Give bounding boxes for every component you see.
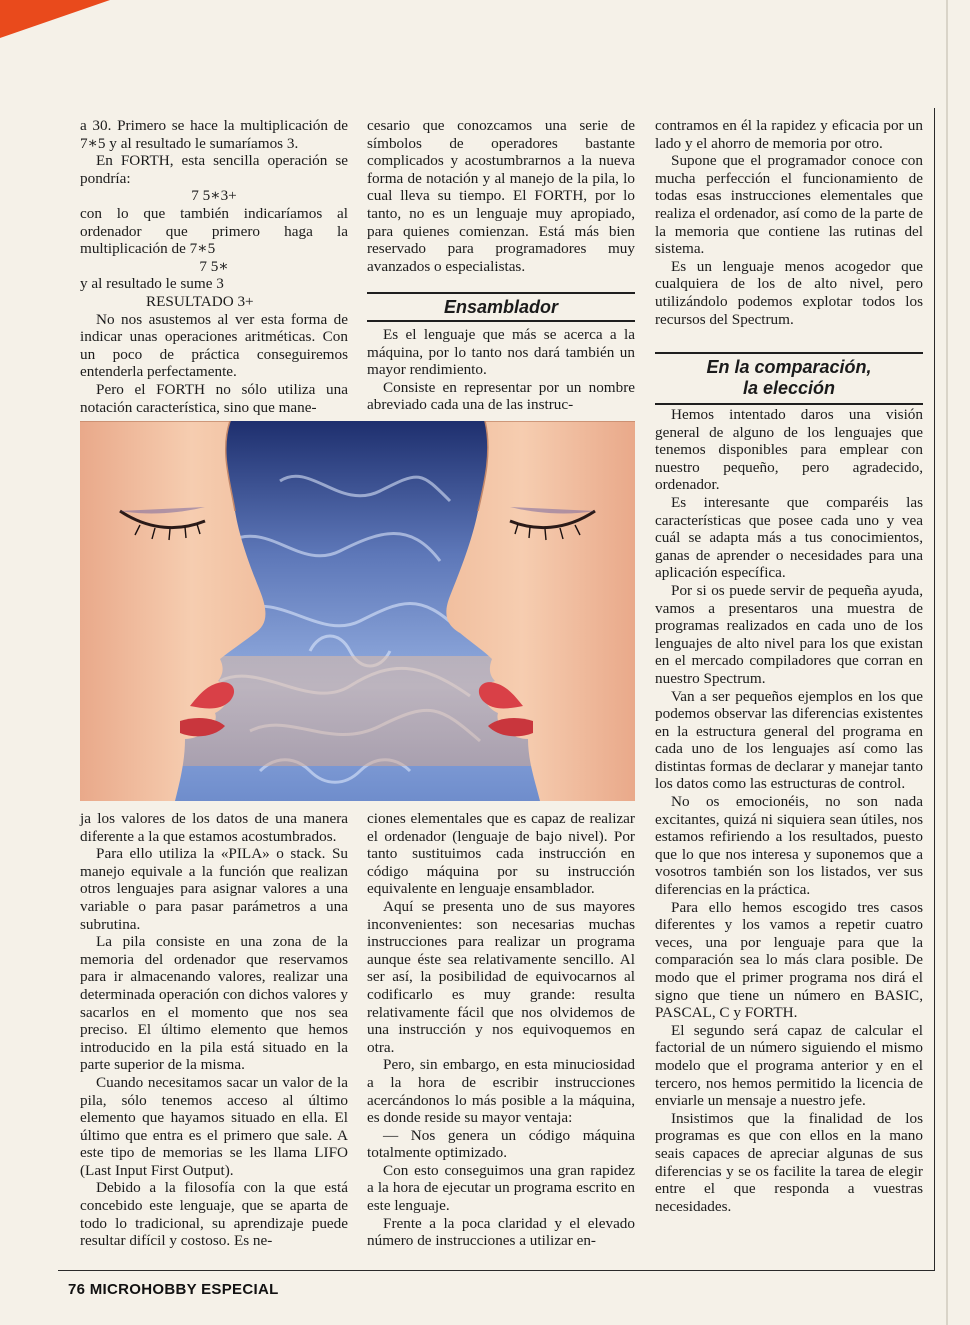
magazine-name: MICROHOBBY ESPECIAL [89,1281,279,1298]
paragraph: Supone que el programador conoce con mucha perfección el funcionamiento de todas esas instrucciones elementales que realiza el ordenador, así como de la parte de la memoria que contiene las rutinas del sistema. [655,152,923,258]
section-rule [367,320,635,322]
section-rule [367,292,635,294]
paragraph: En FORTH, esta sencilla operación se pondría: [80,152,348,187]
paragraph: No nos asustemos al ver esta forma de indicar unas operaciones aritméticas. Con un poco de práctica conseguiremos entenderla perfectamente. [80,310,348,381]
illustration-two-faces [80,421,635,801]
page-number: 76 [68,1281,86,1298]
paragraph: Van a ser pequeños ejemplos en los que podemos observar las diferencias existentes en la estructura general del programa en cada uno de los lenguajes así como las distintas formas de declarar y manejar tanto los datos como las estructuras de control. [655,687,923,793]
section-heading-ensamblador: Ensamblador [443,297,559,317]
formula: 7 5∗ [199,257,229,275]
paragraph: Pero el FORTH no sólo utiliza una notación característica, sino que mane- [80,380,348,416]
paragraph: Cuando necesitamos sacar un valor de la pila, sólo tenemos acceso al último elemento que hayamos situado en ella. El último que entra es el primero que sale. A este tipo de memorias se les llama LIFO (Last Input First Output). [80,1073,348,1179]
paragraph: Para ello utiliza la «PILA» o stack. Su manejo equivale a la función que realizan otros lenguajes para asignar valores a una variable o para pasar parámetros a una subrutina. [80,845,348,933]
heading-line: En la comparación, [706,357,872,377]
paragraph: ja los valores de los datos de una manera diferente a la que estamos acostumbrados. [80,810,348,845]
paragraph: Es el lenguaje que más se acerca a la máquina, por lo tanto nos dará también un mayor rendimiento. [367,326,635,379]
column-2-mid [367,326,635,414]
paragraph: Consiste en representar por un nombre abreviado cada una de las instruc- [367,378,635,414]
paragraph: Es un lenguaje menos acogedor que cualquiera de los de alto nivel, pero utilizándolo podemos explotar todos los recursos del Spectrum. [655,257,923,328]
section-rule [655,352,923,354]
formula: RESULTADO 3+ [146,292,254,310]
heading-line: la elección [742,378,836,398]
paragraph: con lo que también indicaríamos al ordenador que primero haga la multiplicación de 7∗5 [80,204,348,258]
paragraph: El segundo será capaz de calcular el factorial de un número siguiendo el mismo modelo que el programa anterior y en el tercero, nos hemos permitido la licencia de enviarle un mensaje a nuestro jefe. [655,1021,923,1110]
paragraph: ciones elementales que es capaz de realizar el ordenador (lenguaje de bajo nivel). Por tanto sustituimos cada instrucción en código máquina por su instrucción equivalente en lenguaje ensamblador. [367,810,635,898]
section-rule [655,403,923,405]
paragraph: Aquí se presenta uno de sus mayores inconvenientes: son necesarias muchas instrucciones para realizar un programa aunque éste sea relativamente sencillo. Al ser así, la posibilidad de equivocarnos al codificarlo es muy grande: resulta relativamente fácil que nos olvidemos de una instrucción y nos equivoquemos en otra. [367,897,635,1056]
paragraph: Es interesante que comparéis las características que posee cada uno y vea cuál se adapta más a tus conocimientos, ganas de aprender o necesidades para una aplicación específica. [655,493,923,582]
paragraph: a 30. Primero se hace la multiplicación de 7∗5 y al resultado le sumaríamos 3. [80,117,348,152]
column-3-top [655,117,923,328]
column-2-bottom [367,810,635,1250]
paragraph: contramos en él la rapidez y eficacia por un lado y el ahorro de memoria por otro. [655,117,923,152]
paragraph: Con esto conseguimos una gran rapidez a la hora de ejecutar un programa escrito en este lenguaje. [367,1161,635,1215]
page-edge [946,0,948,1325]
paragraph: No os emocionéis, no son nada excitantes, quizá ni siquiera sean útiles, nos estamos refiriendo a los resultados, puesto que lo que nos interesa y suponemos que a vosotros también son los listados, ver sus diferencias en la práctica. [655,793,923,899]
paragraph: La pila consiste en una zona de la memoria del ordenador que reservamos para ir almacenando valores, realizar una determinada operación con dichos valores y sacarlos en el momento que nos sea preciso. El último elemento que hemos introducido en la pila está situado en la parte superior de la misma. [80,933,348,1074]
formula: 7 5∗3+ [191,187,237,205]
column-2-top [367,117,635,275]
paragraph: cesario que conozcamos una serie de símbolos de operadores bastante complicados y acostumbrarnos a la nueva forma de notación y al manejo de la pila, lo cual lleva su tiempo. El FORTH, por lo tanto, no es un lenguaje muy apropiado, para quienes comienzan. Está más bien reservado para programadores muy avanzados o especialistas. [367,117,635,275]
paragraph: Pero, sin embargo, en esta minuciosidad a la hora de escribir instrucciones acercándonos lo más posible a la máquina, es donde reside su mayor ventaja: [367,1056,635,1127]
column-1-bottom [80,810,348,1250]
column-3-bottom [655,406,923,1215]
paragraph: Hemos intentado daros una visión general de alguno de los lenguajes que tenemos disponibles para emplear con nuestro pequeño, pero agradecido, ordenador. [655,406,923,494]
corner-accent [0,0,110,38]
page-footer [68,1281,279,1298]
paragraph: Frente a la poca claridad y el elevado número de instrucciones a utilizar en- [367,1214,635,1250]
paragraph: Insistimos que la finalidad de los programas es que con ellos en la mano seais capaces de apreciar algunas de sus diferencias y se os facilite la tarea de elegir entre el que responda a vuestras necesidades. [655,1109,923,1215]
section-heading-comparacion [655,357,923,399]
column-1-top [80,117,348,416]
paragraph: Por si os puede servir de pequeña ayuda, vamos a presentaros una muestra de programas realizados en cada uno de los lenguajes de alto nivel para los que existan en el mercado compiladores que corran en nuestro Spectrum. [655,581,923,687]
paragraph: — Nos genera un código máquina totalmente optimizado. [367,1126,635,1162]
paragraph: Para ello hemos escogido tres casos diferentes y los vamos a repetir cuatro veces, una por lenguaje para que la comparación sea lo más clara posible. De modo que el primer programa nos dirá el signo que tiene un número en BASIC, PASCAL, C y FORTH. [655,898,923,1022]
paragraph: y al resultado le sume 3 [80,275,224,293]
paragraph: Debido a la filosofía con la que está concebido este lenguaje, que se aparta de todo lo tradicional, su aprendizaje puede resultar difícil y costoso. Es ne- [80,1179,348,1250]
facing-profiles-illustration-icon [80,421,635,801]
